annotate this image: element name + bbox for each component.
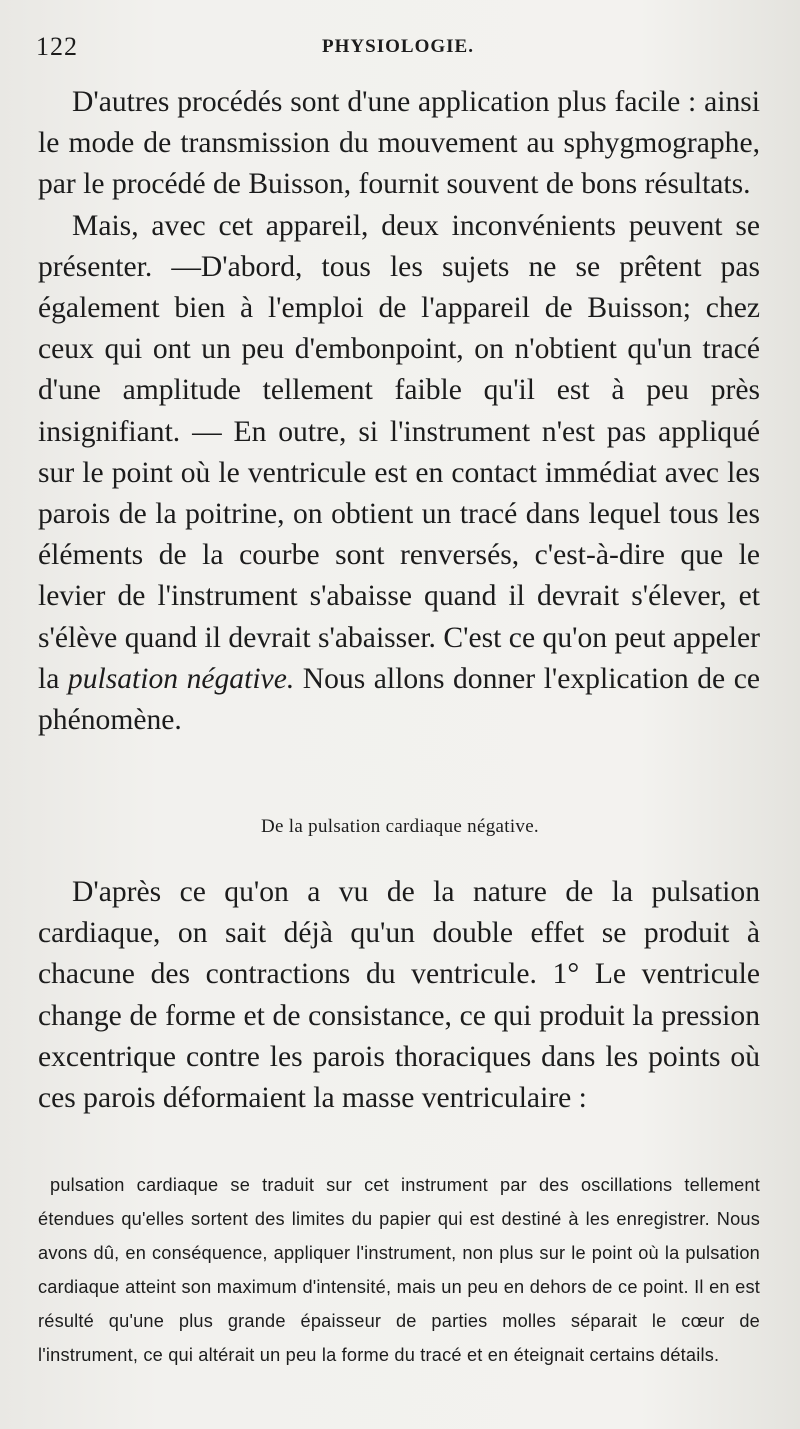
running-head: PHYSIOLOGIE.: [322, 36, 474, 57]
italic-term: pulsation négative.: [67, 662, 295, 695]
paragraph-2-end: Nous allons donner l'explication de ce phénomène.: [38, 662, 760, 737]
page-header: [36, 32, 760, 62]
paragraph-1: D'autres procédés sont d'une application plus facile : ainsi le mode de transmission du mouvement au sphygmographe, par le procédé de Buisson, fournit souvent de bons résultats.: [38, 86, 760, 201]
footnote: [38, 1168, 760, 1372]
paragraph-2: [38, 206, 760, 742]
paragraph-2-text: Mais, avec cet appareil, deux inconvénients peuvent se présenter. —D'abord, tous les sujets ne se prêtent pas également bien à l'emploi de l'appareil de Buisson; chez ceux qui ont un peu d'embonpoint, on n'obtient qu'un tracé d'une amplitude tellement faible qu'il est à peu près insignifiant. — En outre, si l'instrument n'est pas appliqué sur le point où le ventricule est en contact immédiat avec les parois de la poitrine, on obtient un tracé dans lequel tous les éléments de la courbe sont renversés, c'est-à-dire que le levier de l'instrument s'abaisse quand il devrait s'élever, et s'élève quand il devrait s'abaisser. C'est ce qu'on peut appeler la: [38, 209, 760, 695]
footnote-text: pulsation cardiaque se traduit sur cet instrument par des oscillations tellement étendues qu'elles sortent des limites du papier qui est destiné à les enregistrer. Nous avons dû, en conséquence, appliquer l'instrument, non plus sur le point où la pulsation cardiaque atteint son maximum d'intensité, mais un peu en dehors de ce point. Il en est résulté qu'une plus grande épaisseur de parties molles séparait le cœur de l'instrument, ce qui altérait un peu la forme du tracé et en éteignait certains détails.: [38, 1175, 760, 1365]
page-number: 122: [36, 32, 78, 61]
main-text: [38, 82, 760, 741]
paragraph-3: D'après ce qu'on a vu de la nature de la pulsation cardiaque, on sait déjà qu'un double effet se produit à chacune des contractions du ventricule. 1° Le ventricule change de forme et de consistance, ce qui produit la pression excentrique contre les parois thoraciques dans les points où ces parois déformaient la masse ventriculaire :: [38, 876, 760, 1115]
section-text: [38, 872, 760, 1119]
section-heading: De la pulsation cardiaque négative.: [261, 816, 539, 837]
